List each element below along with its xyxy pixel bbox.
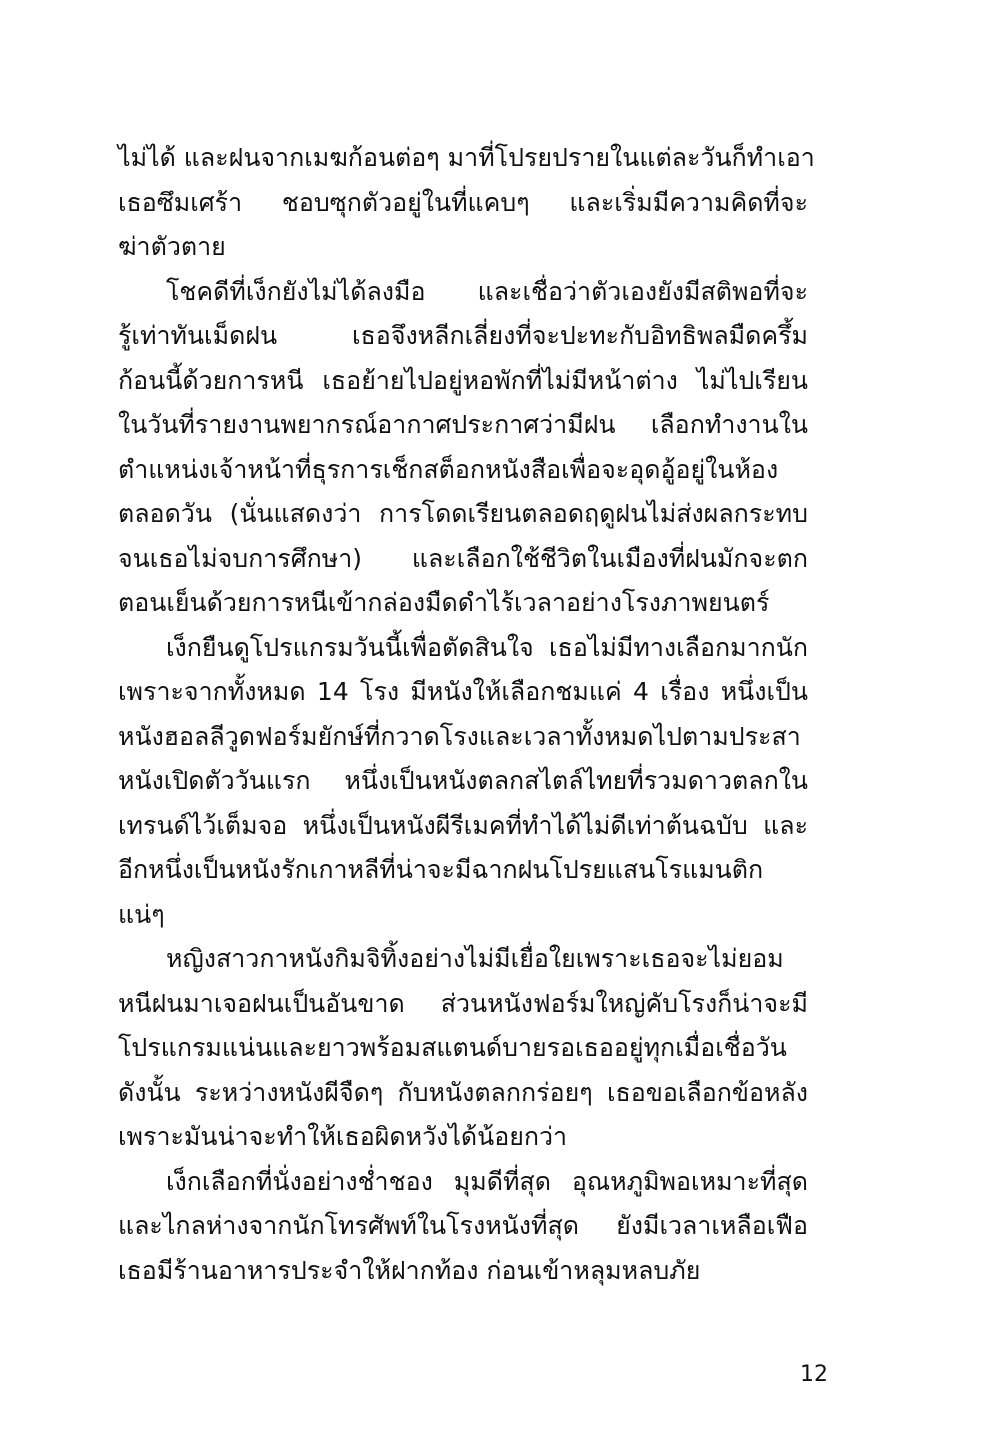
text-line: เพราะมันน่าจะทำให้เธอผิดหวังได้น้อยกว่า — [118, 1122, 568, 1151]
page-number: 12 — [800, 1362, 828, 1387]
text-line: ดังนั้น ระหว่างหนังผีจืดๆ กับหนังตลกกร่อยๆ เธอขอเลือกข้อหลัง — [118, 1077, 808, 1107]
text-line: ก้อนนี้ด้วยการหนี เธอย้ายไปอยู่หอพักที่ไม่มีหน้าต่าง ไม่ไปเรียน — [118, 365, 808, 395]
text-line: โชคดีที่เง็กยังไม่ได้ลงมือ และเชื่อว่าตัวเองยังมีสติพอที่จะ — [166, 276, 808, 306]
text-line: โปรแกรมแน่นและยาวพร้อมสแตนด์บายรอเธออยู่ทุกเมื่อเชื่อวัน — [118, 1033, 787, 1062]
text-line: เง็กเลือกที่นั่งอย่างช่ำชอง มุมดีที่สุด อุณหภูมิพอเหมาะที่สุด — [166, 1166, 808, 1196]
text-line: หญิงสาวกาหนังกิมจิทิ้งอย่างไม่มีเยื่อใยเพราะเธอจะไม่ยอม — [166, 944, 784, 973]
text-line: และไกลห่างจากนักโทรศัพท์ในโรงหนังที่สุด ยังมีเวลาเหลือเฟือ — [118, 1211, 808, 1240]
text-line: เธอซึมเศร้า ชอบซุกตัวอยู่ในที่แคบๆ และเริ่มมีความคิดที่จะ — [118, 187, 808, 217]
text-line: จนเธอไม่จบการศึกษา) และเลือกใช้ชีวิตในเมืองที่ฝนมักจะตก — [118, 543, 808, 573]
text-line: ในวันที่รายงานพยากรณ์อากาศประกาศว่ามีฝน เลือกทำงานใน — [118, 410, 808, 439]
text-line: หนังฮอลลีวูดฟอร์มยักษ์ที่กวาดโรงและเวลาทั้งหมดไปตามประสา — [118, 721, 801, 751]
text-line: เธอมีร้านอาหารประจำให้ฝากท้อง ก่อนเข้าหลุมหลบภัย — [118, 1255, 701, 1285]
text-line: ไม่ได้ และฝนจากเมฆก้อนต่อๆ มาที่โปรยปรายในแต่ละวันก็ทำเอา — [118, 143, 815, 172]
text-line: อีกหนึ่งเป็นหนังรักเกาหลีที่น่าจะมีฉากฝนโปรยแสนโรแมนติก — [118, 855, 764, 884]
body-text — [118, 136, 815, 1293]
text-line: หนีฝนมาเจอฝนเป็นอันขาด ส่วนหนังฟอร์มใหญ่คับโรงก็น่าจะมี — [118, 988, 808, 1018]
text-line: เทรนด์ไว้เต็มจอ หนึ่งเป็นหนังผีรีเมคที่ทำได้ไม่ดีเท่าต้นฉบับ และ — [118, 810, 808, 840]
text-line: ตอนเย็นด้วยการหนีเข้ากล่องมืดดำไร้เวลาอย่างโรงภาพยนตร์ — [118, 588, 770, 617]
text-line: รู้เท่าทันเม็ดฝน เธอจึงหลีกเลี่ยงที่จะปะทะกับอิทธิพลมืดครึ้ม — [118, 321, 808, 350]
text-line: แน่ๆ — [118, 899, 165, 929]
text-line: เพราะจากทั้งหมด 14 โรง มีหนังให้เลือกชมแค่ 4 เรื่อง หนึ่งเป็น — [118, 677, 808, 706]
text-line: ตำแหน่งเจ้าหน้าที่ธุรการเช็กสต็อกหนังสือเพื่อจะอุดอู้อยู่ในห้อง — [118, 454, 779, 484]
text-line: ตลอดวัน (นั่นแสดงว่า การโดดเรียนตลอดฤดูฝนไม่ส่งผลกระทบ — [118, 499, 808, 528]
text-line: เง็กยืนดูโปรแกรมวันนี้เพื่อตัดสินใจ เธอไม่มีทางเลือกมากนัก — [166, 632, 808, 662]
text-line: ฆ่าตัวตาย — [118, 232, 226, 261]
text-line: หนังเปิดตัววันแรก หนึ่งเป็นหนังตลกสไตล์ไทยที่รวมดาวตลกใน — [118, 766, 808, 795]
